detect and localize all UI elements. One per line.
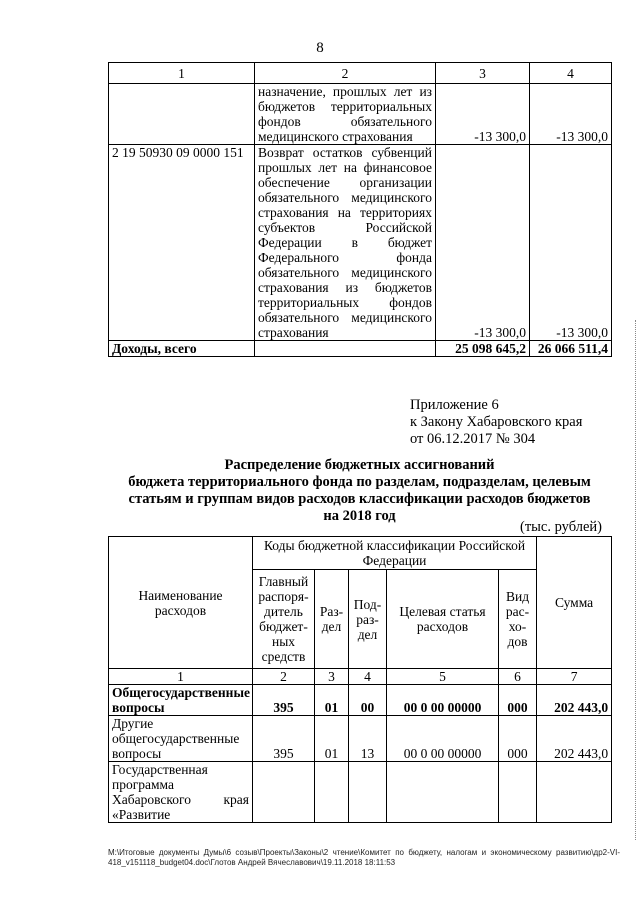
column-number: 5 bbox=[387, 669, 499, 685]
table-row bbox=[109, 685, 612, 716]
title-line: Распределение бюджетных ассигнований bbox=[224, 457, 495, 473]
col-header: 4 bbox=[530, 63, 612, 84]
vid-code: 000 bbox=[499, 716, 537, 762]
expense-sum: 202 443,0 bbox=[537, 716, 612, 762]
vid-code bbox=[499, 762, 537, 823]
vid-code: 000 bbox=[499, 685, 537, 716]
total-empty-cell bbox=[255, 341, 436, 357]
header-podrazdel: Под-раз-дел bbox=[349, 570, 387, 669]
units-label: (тыс. рублей) bbox=[520, 519, 602, 535]
total-value-2018: 25 098 645,2 bbox=[436, 341, 530, 357]
razdel-code bbox=[315, 762, 349, 823]
appendix-line: от 06.12.2017 № 304 bbox=[410, 431, 536, 447]
file-path-footer: M:\Итоговые документы Думы\6 созыв\Проекты\Законы\2 чтение\Комитет по бюджету, налогам и экономическому развитию\др2-VI-418_v151118_budget04.doc\Глотов Андрей Вячеславович\19.11.2018 18:11:53 bbox=[108, 848, 620, 867]
title-line: статьям и группам видов расходов классификации расходов бюджетов bbox=[128, 491, 591, 507]
revenue-value-2018: -13 300,0 bbox=[436, 145, 530, 341]
table-row bbox=[109, 716, 612, 762]
column-number: 3 bbox=[315, 669, 349, 685]
revenue-value-2018: -13 300,0 bbox=[436, 84, 530, 145]
appendix-reference bbox=[410, 397, 582, 448]
col-header: 2 bbox=[255, 63, 436, 84]
column-number: 4 bbox=[349, 669, 387, 685]
appendix-line: Приложение 6 bbox=[410, 397, 499, 413]
header-glavny: Главный распоря-дитель бюджет-ных средств bbox=[253, 570, 315, 669]
column-number: 7 bbox=[537, 669, 612, 685]
glavny-code: 395 bbox=[253, 685, 315, 716]
column-number: 1 bbox=[109, 669, 253, 685]
total-value-2019: 26 066 511,4 bbox=[530, 341, 612, 357]
revenue-value-2019: -13 300,0 bbox=[530, 84, 612, 145]
revenue-code: 2 19 50930 09 0000 151 bbox=[109, 145, 255, 341]
table-row bbox=[109, 762, 612, 823]
revenue-table bbox=[108, 62, 612, 357]
podrazdel-code: 00 bbox=[349, 685, 387, 716]
column-number: 6 bbox=[499, 669, 537, 685]
header-sum: Сумма bbox=[537, 537, 612, 669]
expense-name: Общегосударственные вопросы bbox=[109, 685, 253, 716]
col-header: 1 bbox=[109, 63, 255, 84]
expense-sum: 202 443,0 bbox=[537, 685, 612, 716]
razdel-code: 01 bbox=[315, 685, 349, 716]
header-vid: Вид рас-хо-дов bbox=[499, 570, 537, 669]
scan-edge-line bbox=[631, 320, 636, 840]
table-header-row bbox=[109, 63, 612, 84]
razdel-code: 01 bbox=[315, 716, 349, 762]
revenue-name: Возврат остатков субвенций прошлых лет на финансовое обеспечение организации обязательного медицинского страхования на территориях субъектов Российской Федерации в бюджет Федерального фонда обязательного медицинского страхования из бюджетов территориальных фондов обязательного медицинского страхования bbox=[255, 145, 436, 341]
podrazdel-code: 13 bbox=[349, 716, 387, 762]
document-title bbox=[108, 457, 611, 525]
expense-name: Другие общегосударственные вопросы bbox=[109, 716, 253, 762]
revenue-name: назначение, прошлых лет из бюджетов территориальных фондов обязательного медицинского страхования bbox=[255, 84, 436, 145]
title-line: на 2018 год bbox=[323, 508, 396, 524]
glavny-code bbox=[253, 762, 315, 823]
column-number-row bbox=[109, 669, 612, 685]
total-label: Доходы, всего bbox=[109, 341, 255, 357]
page-number: 8 bbox=[316, 40, 324, 56]
target-code: 00 0 00 00000 bbox=[387, 716, 499, 762]
column-number: 2 bbox=[253, 669, 315, 685]
header-razdel: Раз-дел bbox=[315, 570, 349, 669]
header-codes-group: Коды бюджетной классификации Российской Федерации bbox=[253, 537, 537, 570]
appendix-line: к Закону Хабаровского края bbox=[410, 414, 583, 430]
header-target: Целевая статья расходов bbox=[387, 570, 499, 669]
glavny-code: 395 bbox=[253, 716, 315, 762]
expense-name: Государственная программа Хабаровского края «Развитие bbox=[109, 762, 253, 823]
target-code bbox=[387, 762, 499, 823]
revenue-code bbox=[109, 84, 255, 145]
title-line: бюджета территориального фонда по разделам, подразделам, целевым bbox=[128, 474, 591, 490]
col-header: 3 bbox=[436, 63, 530, 84]
allocation-table bbox=[108, 536, 612, 823]
expense-sum bbox=[537, 762, 612, 823]
group-header-row bbox=[109, 537, 612, 570]
revenue-value-2019: -13 300,0 bbox=[530, 145, 612, 341]
header-name: Наименование расходов bbox=[109, 537, 253, 669]
target-code: 00 0 00 00000 bbox=[387, 685, 499, 716]
podrazdel-code bbox=[349, 762, 387, 823]
table-row bbox=[109, 145, 612, 341]
table-row bbox=[109, 84, 612, 145]
total-row bbox=[109, 341, 612, 357]
